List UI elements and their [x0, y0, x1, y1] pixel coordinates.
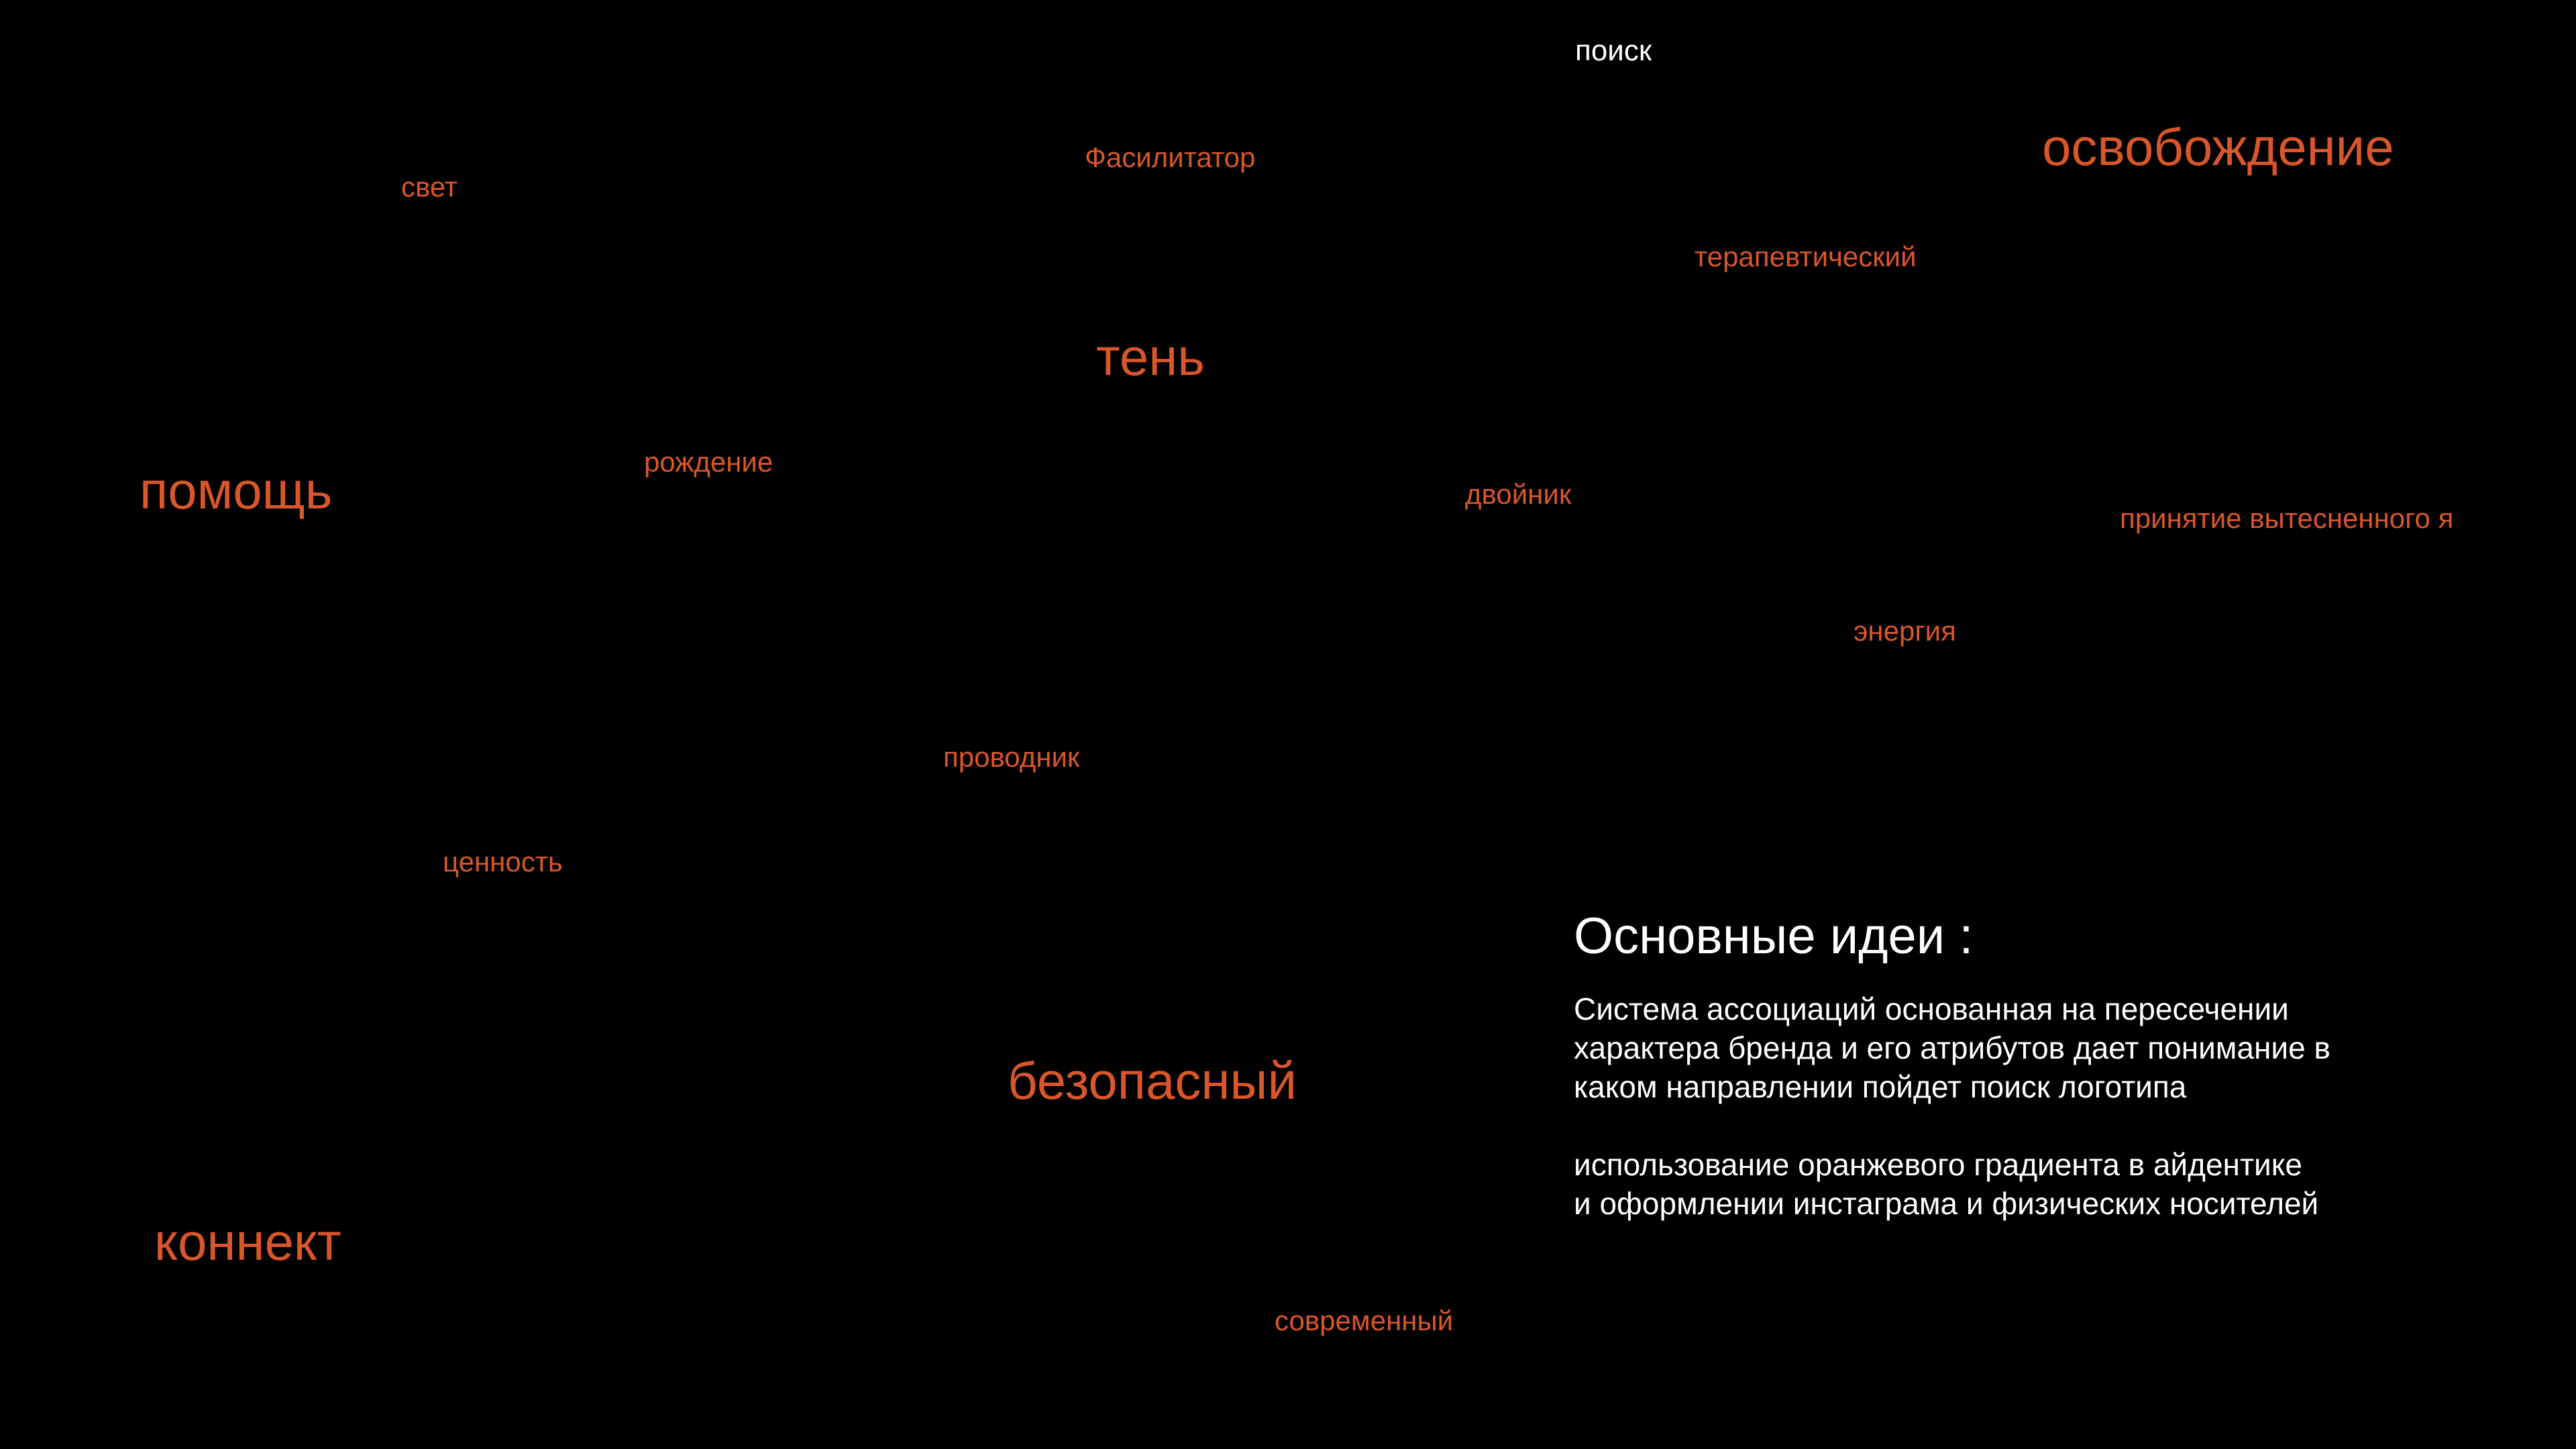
- main-ideas-paragraph-2: [1574, 1145, 2540, 1223]
- word-poisk: поиск: [1575, 34, 1652, 67]
- word-prinyatie: принятие вытесненного я: [2120, 502, 2454, 534]
- paragraph-line: Система ассоциаций основанная на пересечении: [1574, 991, 2289, 1027]
- word-bezopasnyy: безопасный: [1008, 1051, 1297, 1110]
- paragraph-line: и оформлении инстаграма и физических носителей: [1574, 1186, 2319, 1222]
- word-ten: тень: [1096, 327, 1205, 386]
- word-tsennost: ценность: [443, 846, 563, 877]
- word-terapevticheskiy: терапевтический: [1695, 241, 1917, 272]
- word-dvoynik: двойник: [1465, 478, 1572, 510]
- word-provodnik: проводник: [943, 741, 1080, 773]
- paragraph-line: использование оранжевого градиента в айдентике: [1574, 1147, 2302, 1183]
- word-fasilitator: Фасилитатор: [1085, 142, 1256, 173]
- main-ideas-paragraph-1: [1574, 989, 2540, 1106]
- word-energiya: энергия: [1854, 615, 1956, 647]
- word-konnekt: коннект: [154, 1212, 341, 1271]
- main-ideas-title: Основные идеи :: [1574, 908, 1974, 965]
- word-svet: свет: [401, 171, 458, 203]
- paragraph-line: характера бренда и его атрибутов дает понимание в: [1574, 1030, 2330, 1066]
- word-rozhdenie: рождение: [644, 446, 773, 478]
- word-pomoshch: помощь: [140, 461, 333, 520]
- word-sovremennyy: современный: [1275, 1305, 1454, 1336]
- word-osvobozhdenie: освобождение: [2042, 117, 2394, 176]
- main-ideas-block: [1574, 906, 2540, 1223]
- paragraph-line: каком направлении пойдет поиск логотипа: [1574, 1069, 2187, 1105]
